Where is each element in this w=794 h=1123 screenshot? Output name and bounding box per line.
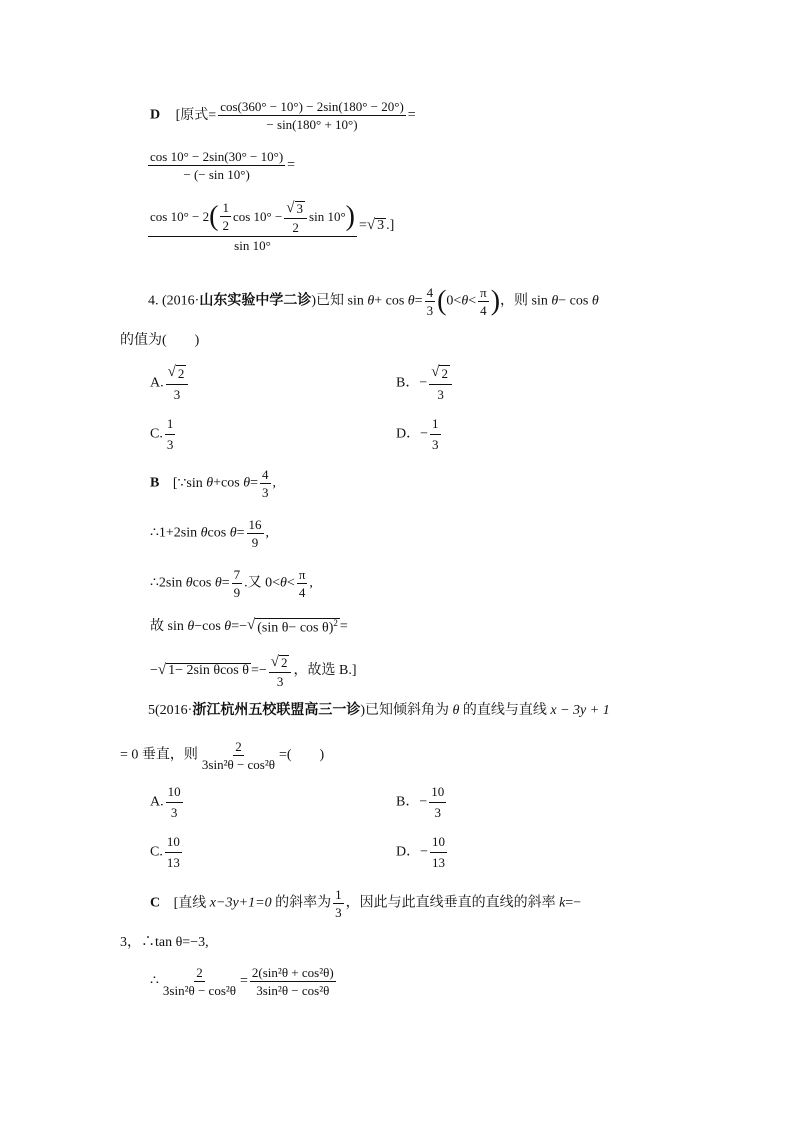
sqrt-expression: √ (sin θ− cos θ)$^2$ xyxy=(246,617,338,636)
q5-option-b[interactable]: B．− $\frac{10}{3}$ xyxy=(396,784,445,820)
q5-option-c[interactable]: C. $\frac{10}{13}$ xyxy=(150,834,180,870)
sol3-line1: D [原式= $\frac{\cos(360^\circ - 10^\circ) - 2\sin(180^\circ - 20^\circ)}{- \sin(180^\circ + 10^\circ)}$ = xyxy=(150,99,416,132)
sol3-line2: $\frac{\cos 10^\circ - 2\sin(30^\circ - 10^\circ)}{- (- \sin 10^\circ)}$ = xyxy=(150,149,296,182)
sol3-fraction-2: $\frac{\cos 10^\circ - 2\sin(30^\circ - 10^\circ)}{- (- \sin 10^\circ)}$ xyxy=(150,149,284,182)
sol3-line3: cos 10° − 2 ( $\frac{1}{2}$ cos 10° − √ 3 2 sin 10° ) sin 10° = √ 3 .] xyxy=(150,199,395,253)
q4-stem: 4. (2016·山东实验中学二诊)已知 sin θ+ cos θ= $\frac{4}{3}$ (0<θ< $\frac{\pi}{4}$ )，则 sin θ− cos θ xyxy=(148,285,599,318)
sol4-line4: 故 sin θ−cos θ=− √ (sin θ− cos θ)$^2$ = xyxy=(150,617,348,636)
sol4-line2: ∴1+2sin θcos θ= $\frac{16}{9}$ , xyxy=(150,517,269,550)
q4-source: 山东实验中学二诊 xyxy=(199,293,312,309)
sol4-line3: ∴2sin θcos θ= $\frac{7}{9}$ .又 0<θ< $\frac{\pi}{4}$ , xyxy=(150,567,313,600)
q5-stem: 5(2016·浙江杭州五校联盟高三一诊)已知倾斜角为 θ 的直线与直线 x − 3y + 1 xyxy=(148,703,610,718)
sol5-line2: 3，∴tan θ=−3, xyxy=(120,935,209,950)
sol4-line1: B [∵sin θ+cos θ= $\frac{4}{3}$ , xyxy=(150,467,277,500)
q5-source: 浙江杭州五校联盟高三一诊 xyxy=(192,703,361,718)
sqrt3-result: √ 3 xyxy=(366,217,385,234)
sol3-bracket: [原式= xyxy=(175,107,217,123)
q4-option-a[interactable]: A. √ 2 3 xyxy=(150,364,190,403)
sol3-answer-label: D xyxy=(150,107,161,123)
q4-stem-line2: 的值为( ) xyxy=(120,333,200,348)
sqrt-expression: √ 1− 2sin θcos θ xyxy=(157,662,249,679)
q4-option-d[interactable]: D．− $\frac{1}{3}$ xyxy=(396,416,439,452)
sol3-fraction-3: cos 10° − 2 ( $\frac{1}{2}$ cos 10° − √ 3 2 sin 10° ) sin 10° xyxy=(150,199,355,253)
q5-option-a[interactable]: A. $\frac{10}{3}$ xyxy=(150,784,181,820)
sol5-line3: ∴ $\frac{2}{\text{3sin²θ − cos²θ}}$ = $\frac{\text{2(sin²θ + cos²θ)}}{\text{3sin²θ − cos²θ}}$ xyxy=(150,965,334,998)
q5-stem-line2: = 0 垂直，则 $\frac{2}{\text{3sin²θ − cos²θ}}$ =( ) xyxy=(120,739,325,772)
sol5-line1: C [直线 x−3y+1=0 的斜率为 $\frac{1}{3}$ ，因此与此直线垂直的直线的斜率 k=− xyxy=(150,887,582,920)
q5-option-d[interactable]: D．− $\frac{10}{13}$ xyxy=(396,834,446,870)
sol4-answer-label: B xyxy=(150,475,160,491)
q4-option-b[interactable]: B．− √ 2 3 xyxy=(396,364,454,403)
q4-option-c[interactable]: C. $\frac{1}{3}$ xyxy=(150,416,174,452)
sol4-line5: − √ 1− 2sin θcos θ =− √ 2 3 ，故选 B.] xyxy=(150,653,357,689)
sol5-answer-label: C xyxy=(150,895,161,911)
sol3-fraction-1: $\frac{\cos(360^\circ - 10^\circ) - 2\sin(180^\circ - 20^\circ)}{- \sin(180^\circ + 10^\circ)}$ xyxy=(220,99,404,132)
